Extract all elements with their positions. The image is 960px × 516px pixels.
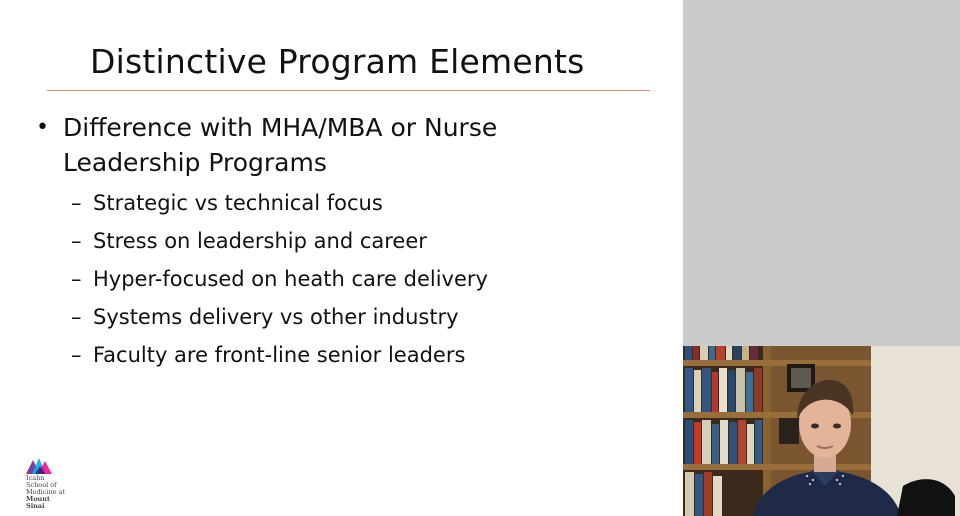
sub-bullet (71, 224, 488, 262)
logo-line: School of (26, 481, 57, 489)
presenter-video-icon (683, 346, 960, 516)
logo-line: Sinai (26, 502, 45, 510)
school-logo (26, 458, 74, 512)
sub-bullet-text: Stress on leadership and career (93, 229, 427, 253)
sub-bullet (71, 186, 488, 224)
logo-line: Mount (26, 495, 50, 503)
logo-wordmark (26, 475, 74, 510)
sub-bullet (71, 262, 488, 300)
sub-bullet (71, 338, 488, 376)
dash-glyph: – (71, 343, 82, 367)
sub-bullet-text: Hyper-focused on heath care delivery (93, 267, 488, 291)
dash-glyph: – (71, 267, 82, 291)
dash-glyph: – (71, 191, 82, 215)
sub-bullet-text: Strategic vs technical focus (93, 191, 383, 215)
main-bullet-text: Difference with MHA/MBA or Nurse Leadership Programs (63, 113, 498, 177)
main-bullet (36, 110, 556, 180)
sub-bullet-list (71, 186, 488, 376)
sub-bullet (71, 300, 488, 338)
dash-glyph: – (71, 229, 82, 253)
logo-line: Icahn (26, 474, 45, 482)
slide-title: Distinctive Program Elements (90, 42, 585, 81)
presenter-video (683, 346, 960, 516)
title-divider (47, 90, 650, 91)
logo-line: Medicine at (26, 488, 66, 496)
sub-bullet-text: Faculty are front-line senior leaders (93, 343, 466, 367)
dash-glyph: – (71, 305, 82, 329)
sub-bullet-text: Systems delivery vs other industry (93, 305, 459, 329)
mountain-logo-icon (26, 458, 54, 474)
side-panel-blank (683, 0, 960, 346)
bullet-glyph: • (36, 115, 49, 140)
